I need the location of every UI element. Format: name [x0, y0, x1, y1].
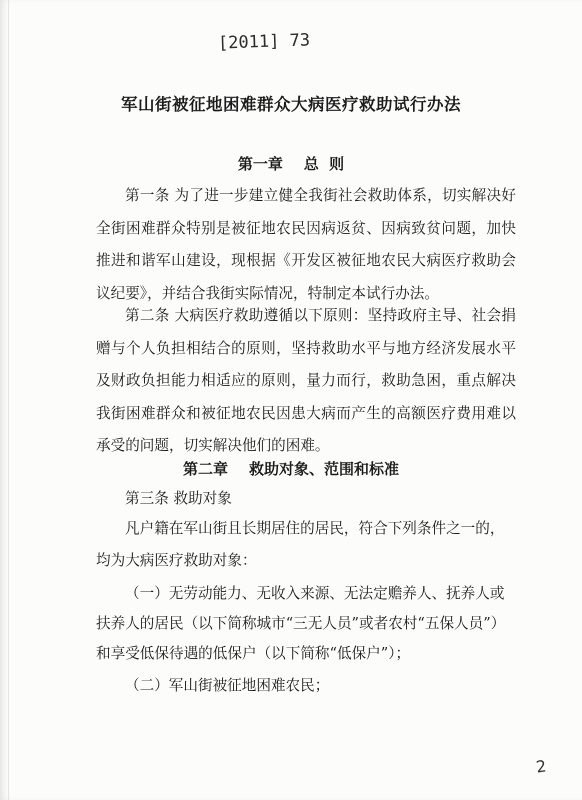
document-title: 军山街被征地困难群众大病医疗救助试行办法	[121, 95, 461, 114]
handwritten-note: [2011] 73	[217, 30, 311, 54]
page-number: 2	[534, 756, 548, 777]
article-2	[96, 300, 516, 463]
article-1-label: 第一条	[125, 187, 170, 204]
chapter-2-name: 救助对象、范围和标准	[248, 460, 399, 478]
article-3-text: 救助对象	[173, 490, 232, 507]
article-1-text: 为了进一步建立健全我街社会救助体系，切实解决好全街困难群众特别是被征地农民因病返贫、因病致贫问题，加快推进和谐军山建设，现根据《开发区被征地农民大病医疗救助会议纪要》，并结合我街实际情况，特制定本试行办法。	[96, 187, 516, 302]
article-2-text: 大病医疗救助遵循以下原则：坚持政府主导、社会捐赠与个人负担相结合的原则，坚持救助水平与地方经济发展水平及财政负担能力相适应的原则，量力而行，救助急困，重点解决我街困难群众和被征地农民因患大病而产生的高额医疗费用难以承受的问题，切实解决他们的困难。	[96, 307, 516, 454]
article-3-body-line-1: 凡户籍在军山街且长期居住的居民，符合下列条件之一的，	[125, 520, 505, 537]
item-2-line-1: （二）军山街被征地困难农民；	[125, 677, 330, 694]
article-3-body-line-2: 均为大病医疗救助对象：	[96, 552, 257, 569]
article-3-label: 第三条	[125, 490, 169, 507]
chapter-1-number: 第一章	[237, 155, 283, 173]
article-1	[96, 180, 516, 310]
item-1-line-2: 扶养人的居民（以下简称城市“三无人员”或者农村“五保人员”）	[96, 615, 506, 632]
chapter-1-heading	[0, 153, 582, 174]
article-3-heading	[96, 483, 526, 515]
binding-edge	[8, 0, 9, 800]
item-1-line-1: （一）无劳动能力、无收入来源、无法定赡养人、抚养人或	[125, 585, 505, 602]
chapter-2-number: 第二章	[183, 460, 229, 478]
chapter-1-name: 总 则	[303, 155, 345, 173]
chapter-2-heading	[0, 458, 582, 479]
article-2-label: 第二条	[125, 307, 170, 324]
item-1-line-3: 和享受低保待遇的低保户（以下简称“低保户”）；	[96, 645, 411, 662]
